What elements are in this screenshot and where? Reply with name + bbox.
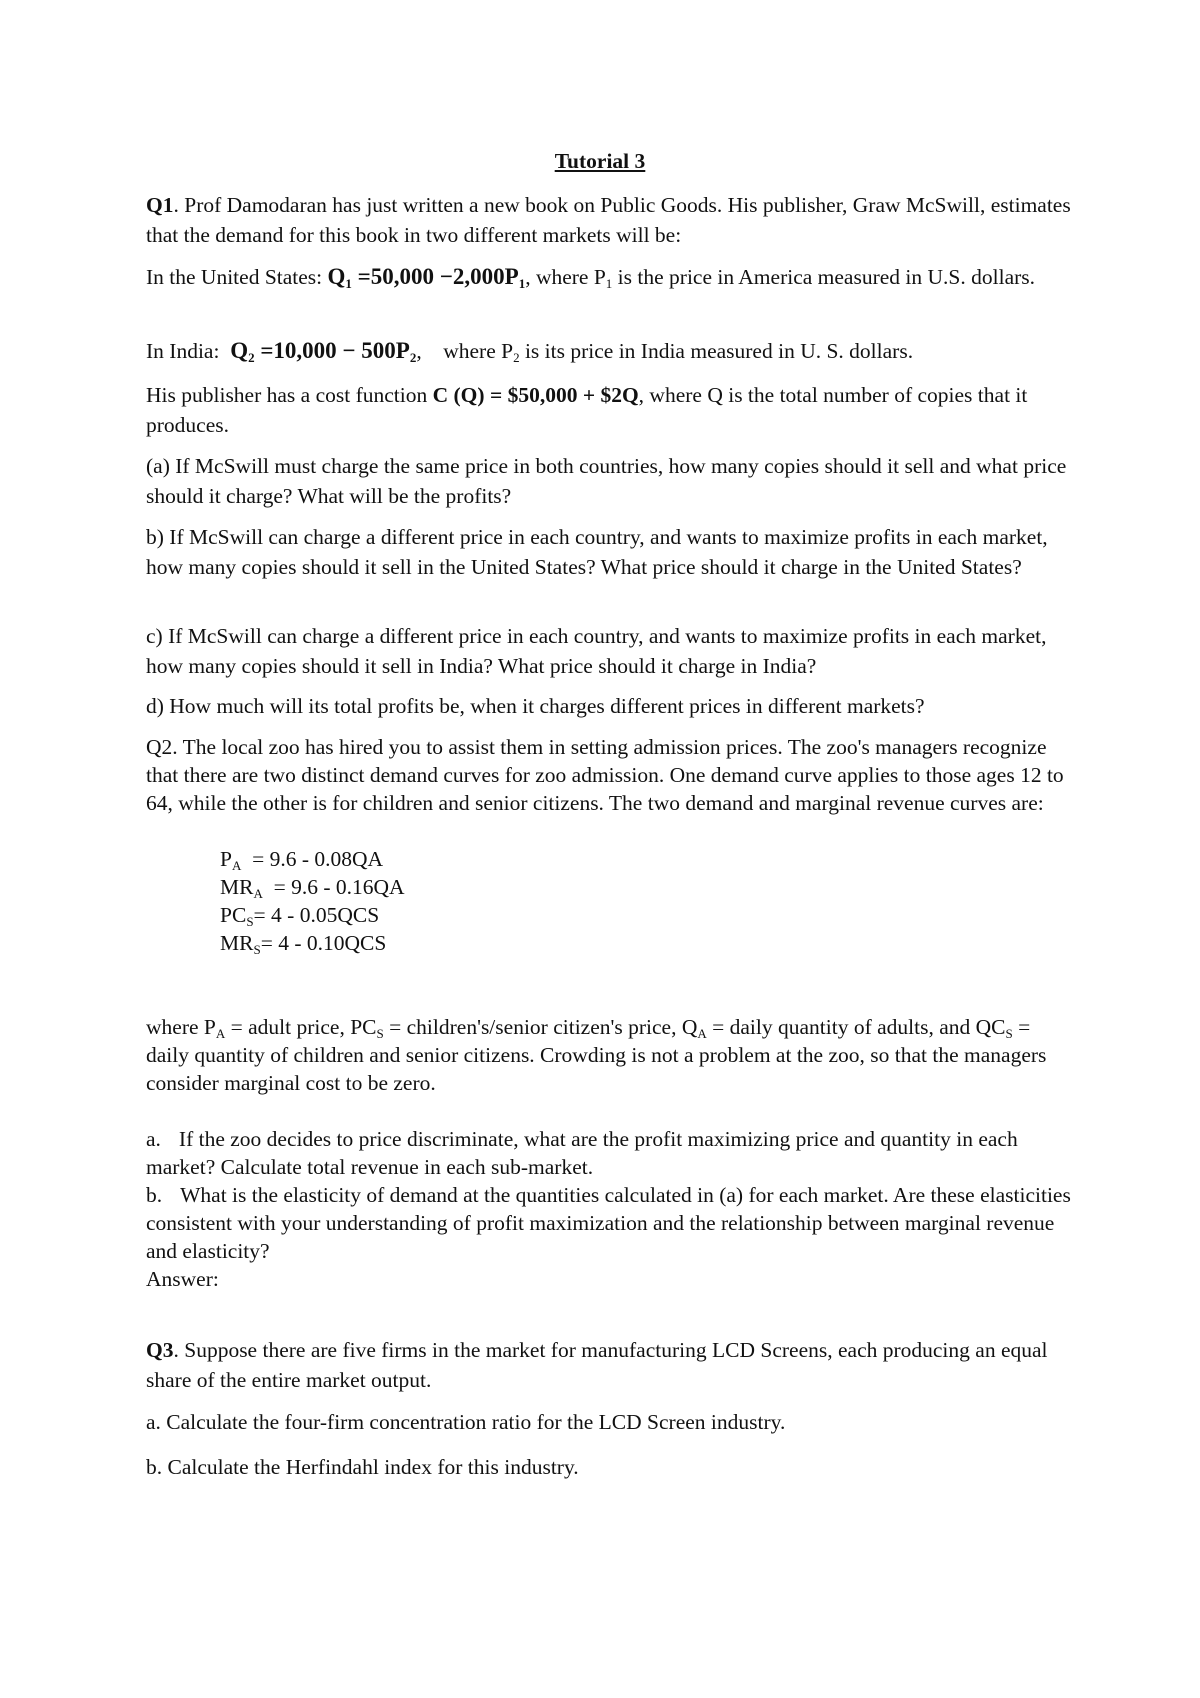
eq-pcs-a: PC xyxy=(220,903,247,927)
eq-mra-b: = 9.6 - 0.16QA xyxy=(262,875,405,899)
india-suffix-sub: 2 xyxy=(513,350,520,365)
q2-part-b xyxy=(146,1181,1076,1265)
q2-equations xyxy=(146,845,1076,957)
india-eq-q: Q xyxy=(230,338,249,363)
q1-part-b: b) If McSwill can charge a different price in each country, and wants to maximize profits in each market, how many copies should it sell in the United States? What price should it charge in the United States? xyxy=(146,525,1048,579)
india-suffix-b: is its price in India measured in U. S. dollars. xyxy=(519,339,914,363)
where-2: = adult price, PC xyxy=(225,1015,377,1039)
where-1-sub: A xyxy=(215,1026,226,1041)
q1-intro-text: . Prof Damodaran has just written a new book on Public Goods. His publisher, Graw McSwill, estimates that the demand for this book in two different markets will be: xyxy=(146,193,1071,247)
cost-suffix: , where Q is the total number of copies that it produces. xyxy=(146,383,1028,437)
q3-part-b: b. Calculate the Herfindahl index for this industry. xyxy=(146,1455,579,1479)
india-eq-rest: =10,000 − 500P xyxy=(254,338,410,363)
q3-intro-text: . Suppose there are five firms in the market for manufacturing LCD Screens, each producing an equal share of the entire market output. xyxy=(146,1338,1048,1392)
eq-mra-a: MR xyxy=(220,875,254,899)
q2-b-text: What is the elasticity of demand at the quantities calculated in (a) for each market. Are these elasticities consistent with your understanding of profit maximization and the relationship between marginal revenue and elasticity? xyxy=(146,1183,1071,1263)
eq-mra-sub: A xyxy=(253,886,263,901)
us-eq-q-sub: 1 xyxy=(345,276,352,291)
q2-a-text: If the zoo decides to price discriminate, what are the profit maximizing price and quantity in each market? Calculate total revenue in each sub-market. xyxy=(146,1127,1018,1179)
q1-cost-function xyxy=(146,380,1076,440)
page-title: Tutorial 3 xyxy=(554,149,646,173)
where-3-sub: A xyxy=(697,1026,707,1041)
india-suffix-a: , where P xyxy=(416,339,514,363)
q2-part-a xyxy=(146,1125,1076,1181)
eq-pcs xyxy=(146,901,1076,929)
us-eq-q: Q xyxy=(327,264,346,289)
us-equation xyxy=(328,264,526,289)
q2-b-label: b. xyxy=(146,1183,163,1207)
eq-mrs-sub: S xyxy=(253,942,261,957)
us-suffix-sub: 1 xyxy=(605,276,613,291)
q3-part-a: a. Calculate the four-firm concentration ratio for the LCD Screen industry. xyxy=(146,1410,786,1434)
where-4: = daily quantity of adults, and QC xyxy=(706,1015,1006,1039)
q2-answer: Answer: xyxy=(146,1267,219,1291)
q3-intro xyxy=(146,1335,1076,1395)
q3-label: Q3 xyxy=(146,1338,174,1362)
india-eq-p-sub: 2 xyxy=(409,350,417,365)
where-4-sub: S xyxy=(1005,1026,1013,1041)
eq-pa-sub: A xyxy=(231,858,242,873)
india-equation xyxy=(230,338,416,363)
q2-where xyxy=(146,1013,1076,1097)
cost-prefix: His publisher has a cost function xyxy=(146,383,433,407)
q1-part-d: d) How much will its total profits be, when it charges different prices in different markets? xyxy=(146,694,925,718)
eq-pa xyxy=(146,845,1076,873)
us-eq-p-sub: 1 xyxy=(518,276,526,291)
cost-equation: C (Q) = $50,000 + $2Q xyxy=(432,383,639,407)
q1-part-c: c) If McSwill can charge a different price in each country, and wants to maximize profits in each market, how many copies should it sell in India? What price should it charge in India? xyxy=(146,624,1047,678)
eq-mra xyxy=(146,873,1076,901)
eq-pa-a: P xyxy=(220,847,232,871)
eq-pa-b: = 9.6 - 0.08QA xyxy=(241,847,384,871)
q2-intro: Q2. The local zoo has hired you to assist them in setting admission prices. The zoo's managers recognize that there are two distinct demand curves for zoo admission. One demand curve applies to those ages 12 to 64, while the other is for children and senior citizens. The two demand and marginal revenue curves are: xyxy=(146,735,1064,815)
where-2-sub: S xyxy=(376,1026,384,1041)
eq-mrs-b: = 4 - 0.10QCS xyxy=(260,931,387,955)
us-suffix-a: , where P xyxy=(525,265,606,289)
q1-us-demand xyxy=(146,262,1076,292)
q1-intro xyxy=(146,190,1076,250)
q1-part-a: (a) If McSwill must charge the same price in both countries, how many copies should it sell and what price should it charge? What will be the profits? xyxy=(146,454,1067,508)
eq-pcs-sub: S xyxy=(246,914,254,929)
eq-mrs-a: MR xyxy=(220,931,254,955)
eq-pcs-b: = 4 - 0.05QCS xyxy=(253,903,380,927)
india-eq-q-sub: 2 xyxy=(248,350,255,365)
eq-mrs xyxy=(146,929,1076,957)
us-suffix-b: is the price in America measured in U.S. dollars. xyxy=(612,265,1036,289)
q1-label: Q1 xyxy=(146,193,174,217)
where-3: = children's/senior citizen's price, Q xyxy=(383,1015,698,1039)
india-prefix: In India: xyxy=(146,339,231,363)
us-eq-rest: =50,000 −2,000P xyxy=(351,264,519,289)
q1-india-demand xyxy=(146,336,1076,366)
where-1: where P xyxy=(146,1015,216,1039)
us-prefix: In the United States: xyxy=(146,265,328,289)
q2-a-label: a. xyxy=(146,1127,161,1151)
where-5: = daily quantity of children and senior citizens. Crowding is not a problem at the zoo, so that the managers consider marginal cost to be zero. xyxy=(146,1015,1047,1095)
